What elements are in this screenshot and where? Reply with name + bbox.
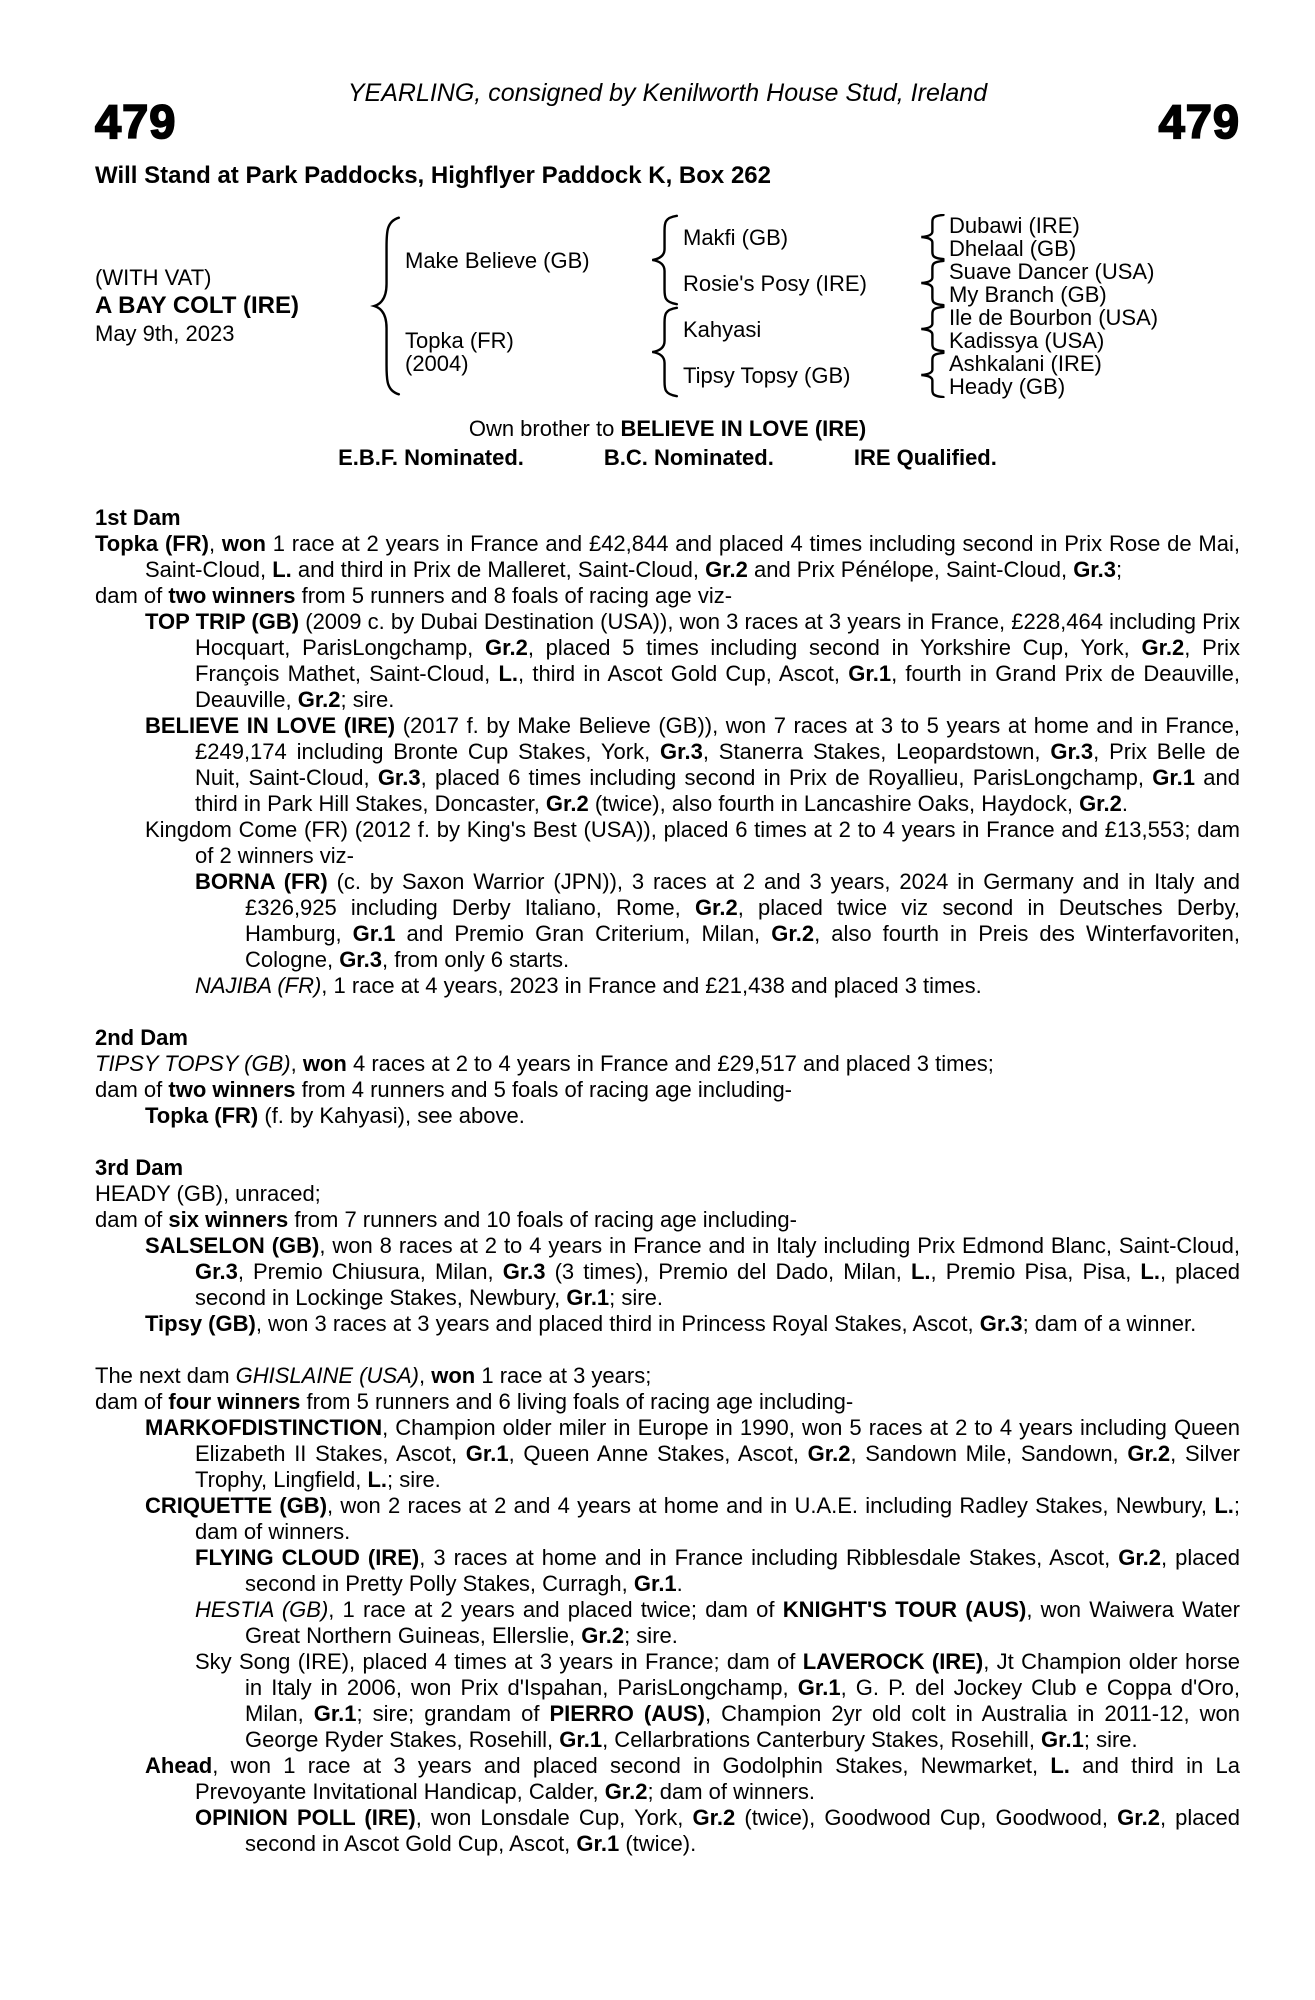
catalogue-paragraph: dam of two winners from 4 runners and 5 foals of racing age including-	[95, 1077, 793, 1102]
pedigree-brace-icon	[913, 214, 949, 260]
own-brother-prefix: Own brother to	[468, 416, 621, 441]
catalogue-paragraph: OPINION POLL (IRE), won Lonsdale Cup, York, Gr.2 (twice), Goodwood Cup, Goodwood, Gr.2, placed second in Ascot Gold Cup, Ascot, Gr.1 (twice).	[195, 1805, 1240, 1856]
catalogue-paragraph: Ahead, won 1 race at 3 years and placed second in Godolphin Stakes, Newmarket, L. and third in La Prevoyante Invitational Handicap, Calder, Gr.2; dam of winners.	[145, 1753, 1241, 1804]
catalogue-paragraph: dam of four winners from 5 runners and 6 living foals of racing age including-	[95, 1389, 854, 1414]
great-grandparent-name: Ashkalani (IRE)	[949, 351, 1102, 376]
catalogue-paragraph: Topka (FR) (f. by Kahyasi), see above.	[145, 1103, 525, 1128]
own-brother-line	[95, 416, 1240, 442]
catalogue-paragraph: MARKOFDISTINCTION, Champion older miler in Europe in 1990, won 5 races at 2 to 4 years including Queen Elizabeth II Stakes, Ascot, Gr.1, Queen Anne Stakes, Ascot, Gr.2, Sandown Mile, Sandown, Gr.2, Silver Trophy, Lingfield, L.; sire.	[145, 1415, 1240, 1492]
catalogue-paragraph: NAJIBA (FR), 1 race at 4 years, 2023 in France and £21,438 and placed 3 times.	[195, 973, 982, 998]
catalogue-paragraph: dam of six winners from 7 runners and 10 foals of racing age including-	[95, 1207, 797, 1232]
catalogue-paragraph: HESTIA (GB), 1 race at 2 years and placed twice; dam of KNIGHT'S TOUR (AUS), won Waiwera Water Great Northern Guineas, Ellerslie, Gr.2; sire.	[195, 1597, 1240, 1648]
catalogue-body	[95, 505, 1240, 1857]
consignor-line: YEARLING, consigned by Kenilworth House Stud, Ireland	[347, 79, 988, 107]
dam-section	[95, 1025, 1240, 1129]
vat-note: (WITH VAT)	[95, 265, 212, 290]
catalogue-paragraph: FLYING CLOUD (IRE), 3 races at home and in France including Ribblesdale Stakes, Ascot, Gr.2, placed second in Pretty Polly Stakes, Curragh, Gr.1.	[195, 1545, 1240, 1596]
catalogue-paragraph: The next dam GHISLAINE (USA), won 1 race at 3 years;	[95, 1363, 652, 1388]
sire-name: Make Believe (GB)	[405, 247, 590, 273]
catalogue-paragraph: Tipsy (GB), won 3 races at 3 years and placed third in Princess Royal Stakes, Ascot, Gr.3; dam of a winner.	[145, 1311, 1197, 1336]
stand-location-line: Will Stand at Park Paddocks, Highflyer Paddock K, Box 262	[95, 162, 771, 189]
dam-name: Topka (FR)	[405, 328, 514, 353]
dam-section	[95, 505, 1240, 999]
pedigree-brace-icon	[365, 214, 405, 398]
catalogue-paragraph: Sky Song (IRE), placed 4 times at 3 years in France; dam of LAVEROCK (IRE), Jt Champion older horse in Italy in 2006, won Prix d'Ispahan, ParisLongchamp, Gr.1, G. P. del Jockey Club e Coppa d'Oro, Milan, Gr.1; sire; grandam of PIERRO (AUS), Champion 2yr old colt in Australia in 2011-12, won George Ryder Stakes, Rosehill, Gr.1, Cellarbrations Canterbury Stakes, Rosehill, Gr.1; sire.	[195, 1649, 1241, 1752]
great-grandparent-name: Dhelaal (GB)	[949, 236, 1077, 261]
pedigree-brace-icon	[913, 260, 949, 306]
foaling-date: May 9th, 2023	[95, 321, 235, 346]
pedigree-brace-icon	[643, 214, 683, 306]
dam-section-heading: 3rd Dam	[95, 1155, 184, 1180]
ire-qualified: IRE Qualified.	[853, 445, 997, 470]
lot-number-left: 479	[95, 95, 177, 148]
great-grandparent-name: Suave Dancer (USA)	[949, 259, 1155, 284]
pedigree-brace-icon	[913, 306, 949, 352]
great-grandparent-name: Kadissya (USA)	[949, 328, 1105, 353]
catalogue-paragraph: Topka (FR), won 1 race at 2 years in France and £42,844 and placed 4 times including second in Prix Rose de Mai, Saint-Cloud, L. and third in Prix de Malleret, Saint-Cloud, Gr.2 and Prix Pénélope, Saint-Cloud, Gr.3;	[95, 531, 1240, 582]
grandsire-name: Makfi (GB)	[683, 224, 789, 250]
dam-section-heading: 1st Dam	[95, 505, 181, 530]
pedigree-brace-icon	[643, 306, 683, 398]
catalogue-paragraph: SALSELON (GB), won 8 races at 2 to 4 years in France and in Italy including Prix Edmond Blanc, Saint-Cloud, Gr.3, Premio Chiusura, Milan, Gr.3 (3 times), Premio del Dado, Milan, L., Premio Pisa, Pisa, L., placed second in Lockinge Stakes, Newbury, Gr.1; sire.	[145, 1233, 1240, 1310]
catalogue-paragraph: BELIEVE IN LOVE (IRE) (2017 f. by Make Believe (GB)), won 7 races at 3 to 5 years at home and in France, £249,174 including Bronte Cup Stakes, York, Gr.3, Stanerra Stakes, Leopardstown, Gr.3, Prix Belle de Nuit, Saint-Cloud, Gr.3, placed 6 times including second in Prix de Royallieu, ParisLongchamp, Gr.1 and third in Park Hill Stakes, Doncaster, Gr.2 (twice), also fourth in Lancashire Oaks, Haydock, Gr.2.	[145, 713, 1241, 816]
catalogue-paragraph: TIPSY TOPSY (GB), won 4 races at 2 to 4 years in France and £29,517 and placed 3 times;	[95, 1051, 994, 1076]
dam-section	[95, 1155, 1240, 1337]
dam-section	[95, 1363, 1240, 1857]
lot-number-right: 479	[1158, 95, 1240, 148]
granddam-name: Rosie's Posy (IRE)	[683, 270, 867, 296]
great-grandparent-name: My Branch (GB)	[949, 282, 1107, 307]
pedigree-brace-icon	[913, 352, 949, 398]
dam-name-block	[405, 329, 643, 375]
grandsire-name: Kahyasi	[683, 316, 762, 342]
granddam-name: Tipsy Topsy (GB)	[683, 362, 851, 388]
subject-block	[95, 264, 365, 348]
dam-section-heading: 2nd Dam	[95, 1025, 188, 1050]
nominations-line	[95, 445, 1240, 471]
great-grandparent-name: Ile de Bourbon (USA)	[949, 305, 1159, 330]
catalogue-paragraph: CRIQUETTE (GB), won 2 races at 2 and 4 years at home and in U.A.E. including Radley Stakes, Newbury, L.; dam of winners.	[145, 1493, 1240, 1544]
ebf-nominated: E.B.F. Nominated.	[338, 445, 524, 470]
own-brother-name: BELIEVE IN LOVE (IRE)	[620, 416, 867, 441]
catalogue-paragraph: Kingdom Come (FR) (2012 f. by King's Best (USA)), placed 6 times at 2 to 4 years in France and £13,553; dam of 2 winners viz-	[145, 817, 1240, 868]
subject-name: A BAY COLT (IRE)	[95, 292, 300, 319]
great-grandparent-name: Heady (GB)	[949, 374, 1066, 399]
catalogue-paragraph: TOP TRIP (GB) (2009 c. by Dubai Destination (USA)), won 3 races at 3 years in France, £228,464 including Prix Hocquart, ParisLongchamp, Gr.2, placed 5 times including second in Yorkshire Cup, York, Gr.2, Prix François Mathet, Saint-Cloud, L., third in Ascot Gold Cup, Ascot, Gr.1, fourth in Grand Prix de Deauville, Deauville, Gr.2; sire.	[145, 609, 1240, 712]
pedigree-table	[95, 214, 1240, 398]
catalogue-paragraph: BORNA (FR) (c. by Saxon Warrior (JPN)), 3 races at 2 and 3 years, 2024 in Germany and in Italy and £326,925 including Derby Italiano, Rome, Gr.2, placed twice viz second in Deutsches Derby, Hamburg, Gr.1 and Premio Gran Criterium, Milan, Gr.2, also fourth in Preis des Winterfavoriten, Cologne, Gr.3, from only 6 starts.	[195, 869, 1241, 972]
great-grandparent-name: Dubawi (IRE)	[949, 213, 1080, 238]
bc-nominated: B.C. Nominated.	[603, 445, 774, 470]
catalogue-paragraph: dam of two winners from 5 runners and 8 foals of racing age viz-	[95, 583, 733, 608]
catalogue-paragraph: HEADY (GB), unraced;	[95, 1181, 321, 1206]
dam-year: (2004)	[405, 351, 469, 376]
